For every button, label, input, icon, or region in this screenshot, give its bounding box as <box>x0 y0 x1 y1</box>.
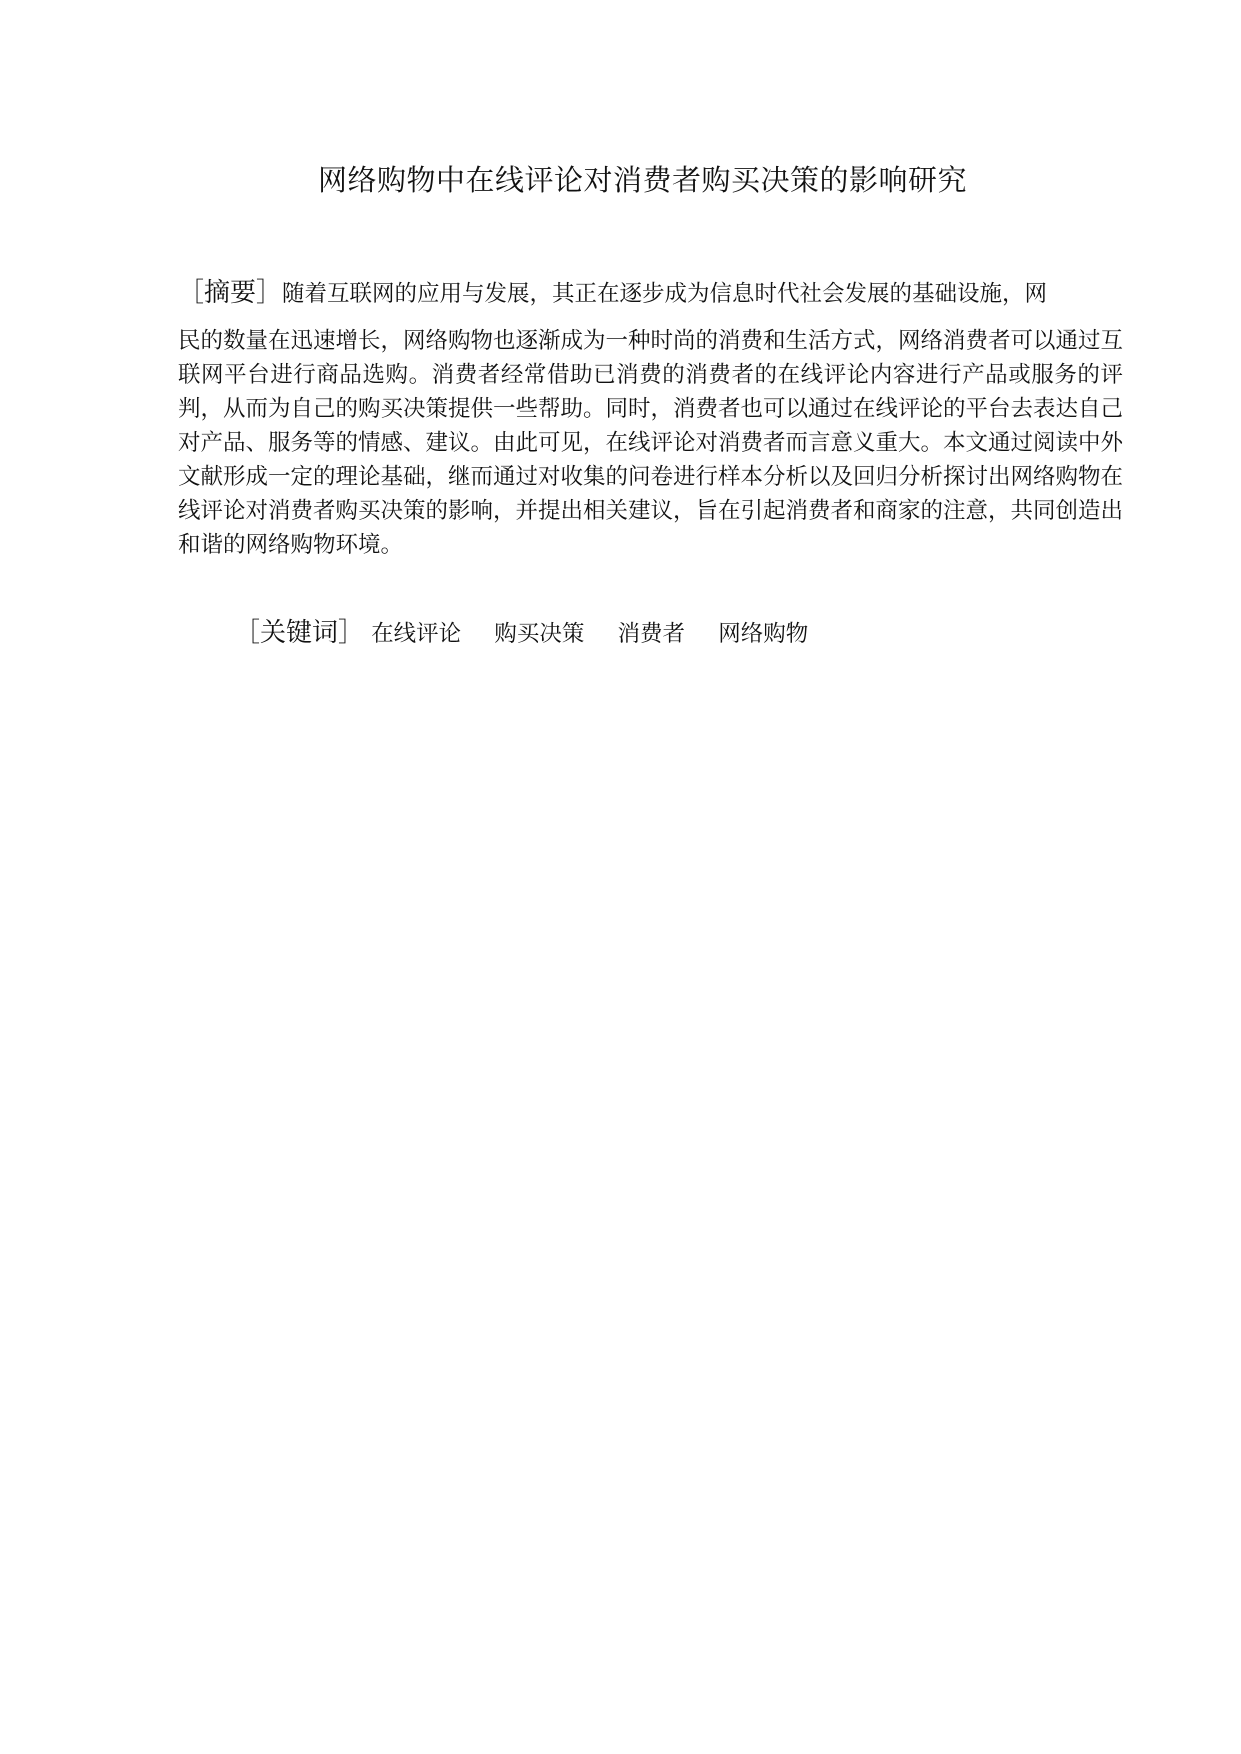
abstract-first-line-text: 随着互联网的应用与发展，其正在逐步成为信息时代社会发展的基础设施，网 <box>282 281 1048 307</box>
keyword-item: 在线评论 <box>371 621 462 647</box>
keyword-item: 消费者 <box>617 621 686 647</box>
keyword-item: 购买决策 <box>494 621 585 647</box>
keywords-section <box>234 616 834 651</box>
abstract-section <box>178 276 1123 562</box>
abstract-label: ［摘要］ <box>178 278 283 308</box>
keyword-item: 网络购物 <box>718 621 809 647</box>
keywords-label: ［关键词］ <box>234 618 365 648</box>
document-title: 网络购物中在线评论对消费者购买决策的影响研究 <box>318 163 968 197</box>
abstract-body: 民的数量在迅速增长，网络购物也逐渐成为一种时尚的消费和生活方式，网络消费者可以通过互联网平台进行商品选购。消费者经常借助已消费的消费者的在线评论内容进行产品或服务的评判，从而为自己的购买决策提供一些帮助。同时，消费者也可以通过在线评论的平台去表达自己对产品、服务等的情感、建议。由此可见，在线评论对消费者而言意义重大。本文通过阅读中外文献形成一定的理论基础，继而通过对收集的问卷进行样本分析以及回归分析探讨出网络购物在线评论对消费者购买决策的影响，并提出相关建议，旨在引起消费者和商家的注意，共同创造出和谐的网络购物环境。 <box>178 328 1124 558</box>
abstract-first-line <box>178 276 1123 311</box>
